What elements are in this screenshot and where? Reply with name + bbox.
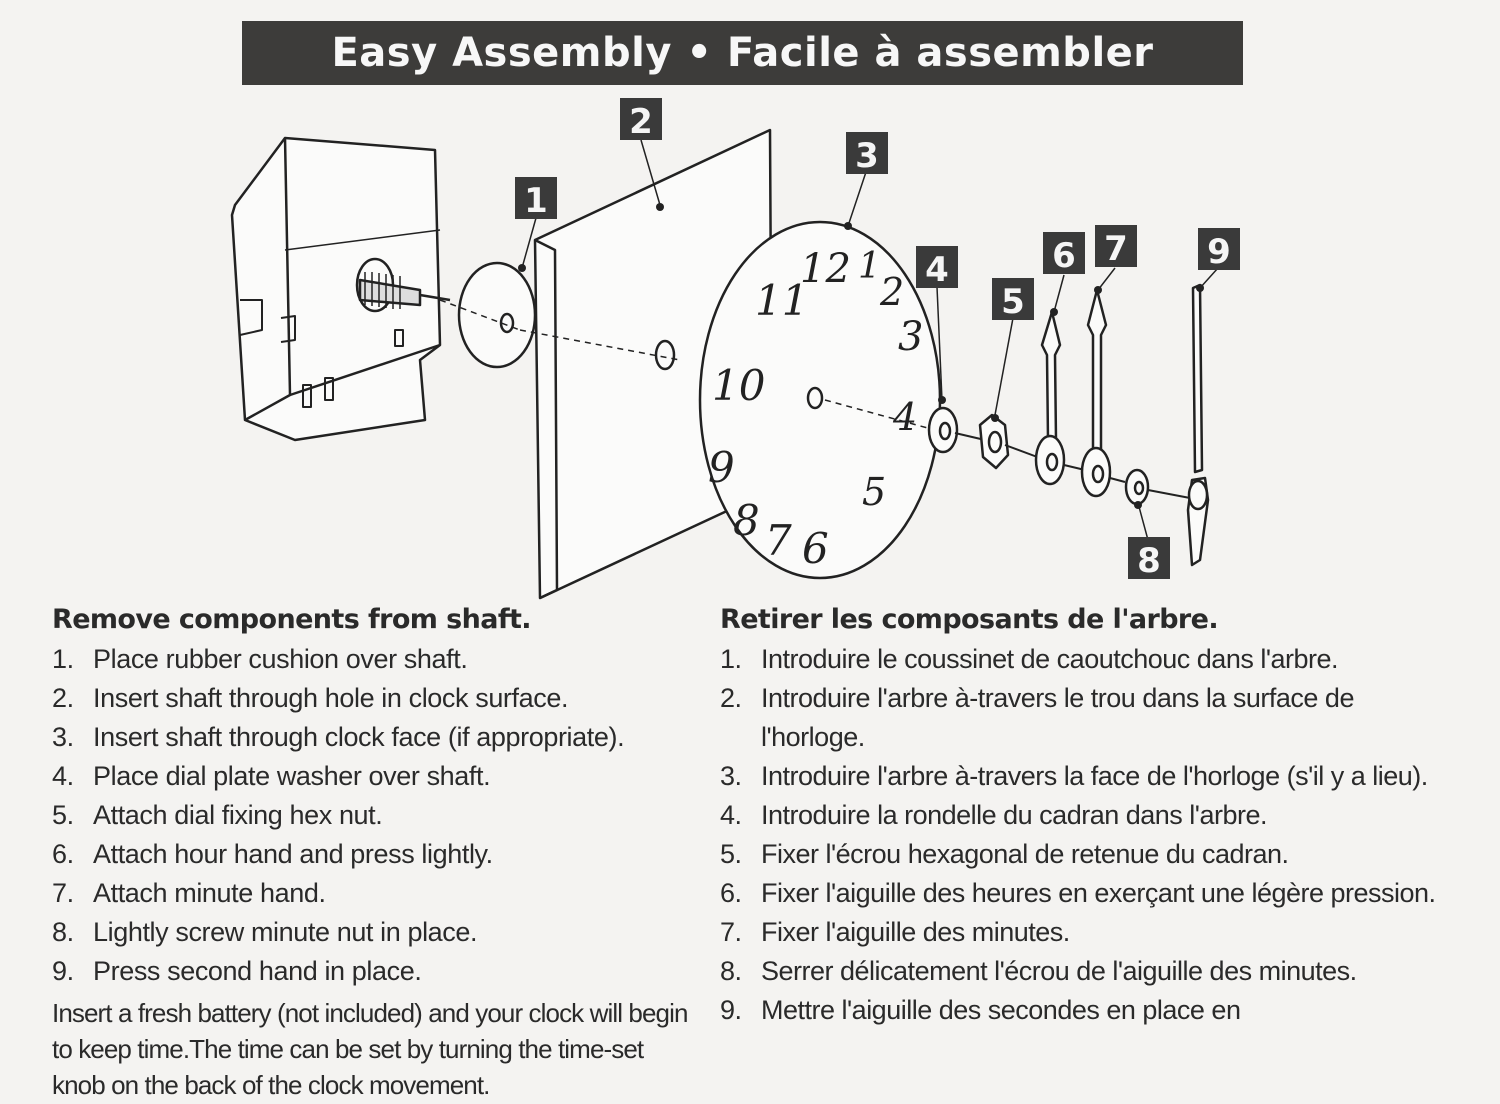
callout-1: 1 [524, 181, 548, 221]
step-number: 5. [52, 800, 74, 830]
step-text: Introduire l'arbre à-travers la face de l'horloge (s'il y a lieu). [761, 761, 1428, 791]
step-number: 1. [52, 644, 74, 674]
step-text: Fixer l'écrou hexagonal de retenue du cadran. [761, 839, 1289, 869]
english-step [52, 757, 702, 796]
dial-numeral-1: 1 [858, 246, 881, 287]
step-number: 8. [52, 917, 74, 947]
dial-numeral-11: 11 [755, 276, 809, 325]
callout-6: 6 [1052, 236, 1076, 276]
step-text: Attach minute hand. [93, 878, 326, 908]
french-step [720, 952, 1460, 991]
french-step [720, 679, 1460, 757]
dial-numeral-9: 9 [708, 443, 735, 492]
english-step [52, 913, 702, 952]
second-hand [1188, 285, 1208, 565]
battery-note: Insert a fresh battery (not included) and your clock will begin to keep time.The time can be set by turning the time-set knob on the back of the clock movement. [52, 998, 688, 1100]
step-text: Insert shaft through hole in clock surface. [93, 683, 569, 713]
step-text: Press second hand in place. [93, 956, 422, 986]
french-step [720, 835, 1460, 874]
english-step [52, 679, 702, 718]
english-step [52, 718, 702, 757]
french-step [720, 640, 1460, 679]
assembly-diagram [0, 90, 1500, 600]
callout-7: 7 [1104, 229, 1128, 269]
dial-numeral-3: 3 [898, 314, 924, 360]
step-text: Fixer l'aiguille des minutes. [761, 917, 1070, 947]
step-number: 8. [720, 956, 742, 986]
step-number: 5. [720, 839, 742, 869]
step-text: Attach dial fixing hex nut. [93, 800, 383, 830]
minute-nut [1126, 470, 1148, 504]
step-text: Introduire le coussinet de caoutchouc dans l'arbre. [761, 644, 1339, 674]
dial-numeral-8: 8 [733, 496, 760, 545]
english-step [52, 640, 702, 679]
french-heading: Retirer les composants de l'arbre. [720, 604, 1219, 635]
french-step [720, 913, 1460, 952]
dial-numeral-10: 10 [712, 361, 766, 410]
step-number: 6. [52, 839, 74, 869]
callout-3: 3 [855, 136, 879, 176]
callout-9: 9 [1207, 232, 1231, 272]
french-step [720, 874, 1460, 913]
english-step [52, 796, 702, 835]
callout-8: 8 [1137, 541, 1161, 581]
dial-numeral-2: 2 [880, 270, 905, 314]
french-step [720, 991, 1460, 1030]
french-step [720, 796, 1460, 835]
step-text: Place rubber cushion over shaft. [93, 644, 468, 674]
english-step [52, 874, 702, 913]
step-number: 4. [720, 800, 742, 830]
step-number: 9. [52, 956, 74, 986]
step-number: 2. [720, 683, 742, 713]
minute-hand [1082, 290, 1110, 496]
step-text: Insert shaft through clock face (if appropriate). [93, 722, 625, 752]
step-number: 7. [52, 878, 74, 908]
callout-4: 4 [925, 250, 949, 290]
step-text: Place dial plate washer over shaft. [93, 761, 491, 791]
hour-hand [1036, 312, 1064, 484]
french-steps [720, 640, 1460, 1030]
banner-title: Easy Assembly • Facile à assembler [242, 21, 1243, 85]
step-text: Introduire l'arbre à-travers le trou dans la surface de l'horloge. [761, 683, 1354, 752]
step-number: 3. [720, 761, 742, 791]
callout-5: 5 [1001, 282, 1025, 322]
step-number: 7. [720, 917, 742, 947]
step-number: 1. [720, 644, 742, 674]
step-number: 3. [52, 722, 74, 752]
english-heading: Remove components from shaft. [52, 604, 531, 635]
step-number: 4. [52, 761, 74, 791]
callout-2: 2 [629, 102, 653, 142]
english-step [52, 952, 702, 991]
english-steps [52, 640, 702, 991]
step-text: Lightly screw minute nut in place. [93, 917, 478, 947]
english-instructions [52, 600, 702, 1103]
step-text: Introduire la rondelle du cadran dans l'arbre. [761, 800, 1267, 830]
hex-nut [980, 415, 1008, 468]
step-number: 2. [52, 683, 74, 713]
step-text: Fixer l'aiguille des heures en exerçant une légère pression. [761, 878, 1436, 908]
english-step [52, 835, 702, 874]
french-step [720, 757, 1460, 796]
rubber-cushion [459, 263, 535, 367]
step-text: Serrer délicatement l'écrou de l'aiguille des minutes. [761, 956, 1357, 986]
step-number: 6. [720, 878, 742, 908]
dial-numeral-4: 4 [893, 395, 918, 439]
dial-numeral-7: 7 [765, 516, 792, 565]
dial-numeral-6: 6 [802, 524, 829, 573]
step-number: 9. [720, 995, 742, 1025]
dial-numeral-5: 5 [862, 470, 887, 514]
dial-numeral-12: 12 [800, 246, 851, 292]
step-text: Attach hour hand and press lightly. [93, 839, 493, 869]
dial-washer [929, 408, 957, 452]
clock-movement [232, 138, 450, 440]
french-instructions [720, 600, 1460, 1030]
step-text: Mettre l'aiguille des secondes en place en [761, 995, 1241, 1025]
